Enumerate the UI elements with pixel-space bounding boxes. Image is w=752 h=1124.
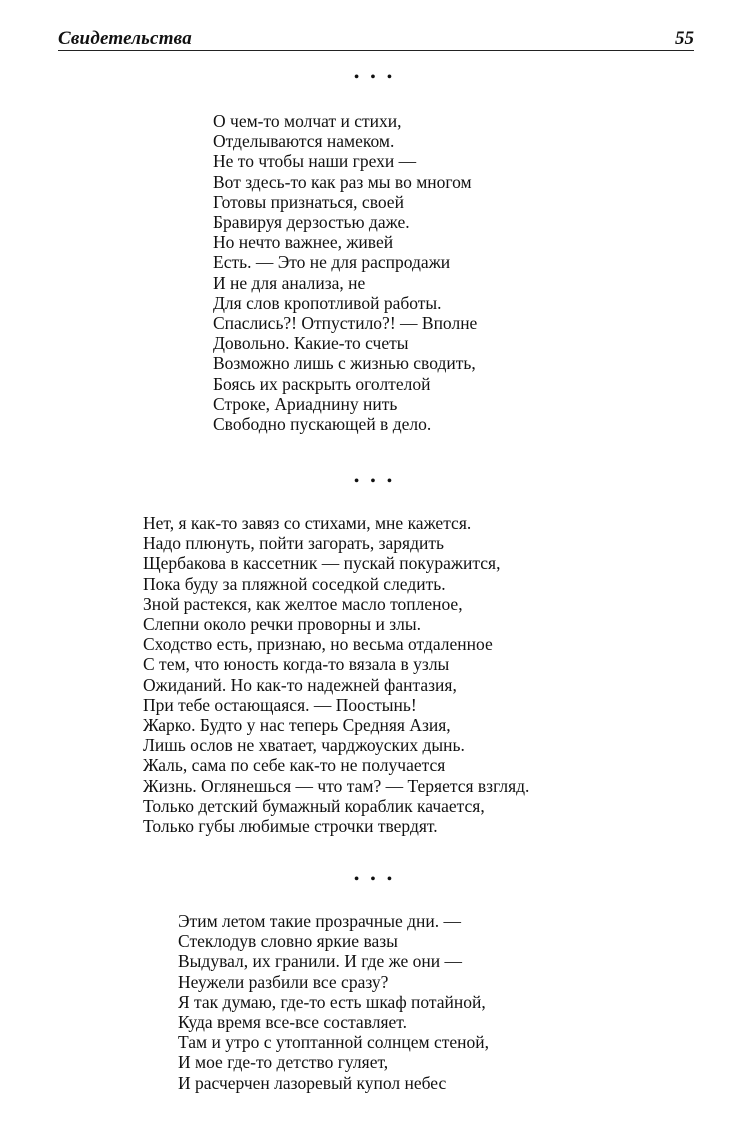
poem-line: И не для анализа, не bbox=[213, 272, 366, 293]
poem-line: Слепни около речки проворны и злы. bbox=[143, 614, 422, 635]
poem-line: При тебе остающаяся. — Поостынь! bbox=[143, 694, 417, 715]
poem-line: И мое где-то детство гуляет, bbox=[178, 1052, 389, 1073]
page-number: 55 bbox=[675, 28, 694, 49]
poem-line: Только губы любимые строчки твердят. bbox=[143, 816, 438, 837]
poem-line: Выдувал, их гранили. И где же они — bbox=[178, 951, 463, 972]
running-header bbox=[58, 26, 694, 51]
poem-line: Но нечто важнее, живей bbox=[213, 232, 394, 253]
poem-line: Бравируя дерзостью даже. bbox=[213, 212, 410, 233]
poem-line: Пока буду за пляжной соседкой следить. bbox=[143, 573, 446, 594]
poem-3 bbox=[178, 911, 489, 1093]
poem-line: Щербакова в кассетник — пускай покуражится, bbox=[143, 553, 501, 574]
poem-line: Отделываются намеком. bbox=[213, 131, 395, 152]
poem-line: Куда время все-все составляет. bbox=[178, 1012, 407, 1033]
poem-line: Спаслись?! Отпустило?! — Вполне bbox=[213, 313, 478, 334]
poem-line: Там и утро с утоптанной солнцем стеной, bbox=[178, 1032, 489, 1053]
poem-line: Жизнь. Оглянешься — что там? — Теряется взгляд. bbox=[143, 775, 530, 796]
poem-line: Жарко. Будто у нас теперь Средняя Азия, bbox=[143, 715, 451, 736]
poem-line: Этим летом такие прозрачные дни. — bbox=[178, 911, 461, 931]
stanza-separator: • • • bbox=[354, 70, 396, 85]
poem-line: С тем, что юность когда-то вязала в узлы bbox=[143, 654, 450, 675]
poem-line: О чем-то молчат и стихи, bbox=[213, 111, 402, 131]
poem-1 bbox=[213, 111, 477, 434]
poem-line: Готовы признаться, своей bbox=[213, 191, 404, 212]
poem-line: Нет, я как-то завяз со стихами, мне кажется. bbox=[143, 513, 472, 533]
poem-line: Для слов кропотливой работы. bbox=[213, 292, 442, 313]
poem-line: Стеклодув словно яркие вазы bbox=[178, 931, 398, 952]
poem-line: Надо плюнуть, пойти загорать, зарядить bbox=[143, 533, 444, 554]
poem-line: Неужели разбили все сразу? bbox=[178, 971, 389, 992]
poem-line: Есть. — Это не для распродажи bbox=[213, 252, 451, 273]
poem-line: Только детский бумажный кораблик качается, bbox=[143, 795, 485, 816]
poem-line: Строке, Ариаднину нить bbox=[213, 393, 398, 414]
poem-line: Возможно лишь с жизнью сводить, bbox=[213, 353, 476, 374]
stanza-separator: • • • bbox=[354, 474, 396, 489]
poem-line: И расчерчен лазоревый купол небес bbox=[178, 1072, 447, 1093]
poem-line: Жаль, сама по себе как-то не получается bbox=[143, 755, 446, 776]
poem-line: Довольно. Какие-то счеты bbox=[213, 333, 409, 354]
poem-line: Боясь их раскрыть оголтелой bbox=[213, 373, 431, 394]
poem-line: Не то чтобы наши грехи — bbox=[213, 151, 417, 172]
poem-2 bbox=[143, 513, 529, 836]
poem-line: Я так думаю, где-то есть шкаф потайной, bbox=[178, 991, 486, 1012]
poem-line: Сходство есть, признаю, но весьма отдаленное bbox=[143, 634, 493, 655]
poem-line: Зной растекся, как желтое масло топленое, bbox=[143, 593, 463, 614]
poem-line: Ожиданий. Но как-то надежней фантазия, bbox=[143, 674, 457, 695]
section-title: Свидетельства bbox=[58, 28, 192, 49]
poem-line: Свободно пускающей в дело. bbox=[213, 414, 432, 435]
poem-line: Вот здесь-то как раз мы во многом bbox=[213, 171, 472, 192]
stanza-separator: • • • bbox=[354, 872, 396, 887]
poem-line: Лишь ослов не хватает, чарджоуских дынь. bbox=[143, 735, 465, 756]
